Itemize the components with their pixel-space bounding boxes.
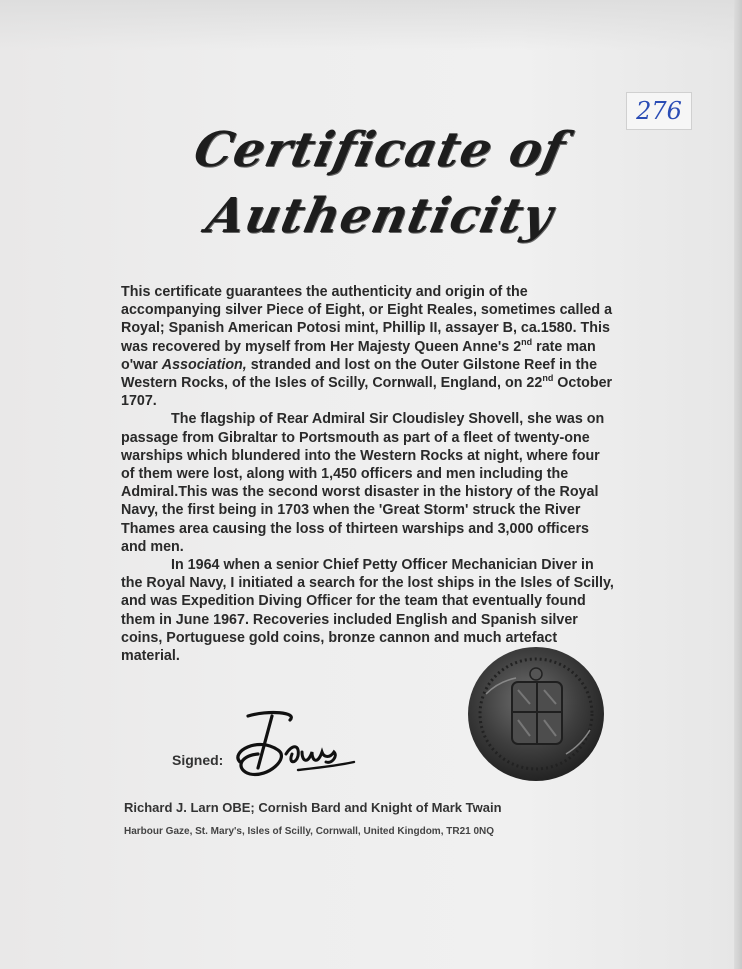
title-line-2: Authenticity — [201, 188, 559, 244]
paragraph-1-text-b: rate man o'war — [121, 338, 596, 373]
title-line-1: Certificate of — [189, 122, 571, 178]
handwritten-signature — [228, 706, 358, 786]
paragraph-1-text-c: stranded and lost on the Outer Gilstone Reef in the Western Rocks, of the Isles of Scilly, Cornwall, England, on 22 — [121, 356, 598, 392]
ordinal-suffix: nd — [521, 336, 533, 347]
ship-name: Association, — [161, 356, 247, 373]
author-name: Richard J. Larn OBE; Cornish Bard and Knight of Mark Twain — [124, 800, 502, 815]
page-number-tag: 276 — [626, 92, 692, 130]
certificate-body — [121, 283, 616, 665]
paragraph-3: In 1964 when a senior Chief Petty Officer Mechanician Diver in the Royal Navy, I initiated a search for the lost ships in the Isles of Scilly, and was Expedition Diving Officer for the team that eventually found them in June 1967. Recoveries included English and Spanish silver coins, Portuguese gold coins, bronze cannon and much artefact material. — [121, 557, 614, 665]
paragraph-1-text-d: October 1707. — [121, 375, 613, 410]
page-top-shadow — [0, 0, 742, 50]
page-right-edge — [734, 0, 742, 969]
paragraph-2: The flagship of Rear Admiral Sir Cloudisley Shovell, she was on passage from Gibraltar to Portsmouth as part of a fleet of twenty-one warships which blundered into the Western Rocks at night, where four of them were lost, along with 1,450 officers and men including the Admiral.This was the second worst disaster in the history of the Royal Navy, the first being in 1703 when the 'Great Storm' struck the River Thames area causing the loss of thirteen warships and 3,000 officers and men. — [121, 411, 605, 555]
signed-label: Signed: — [172, 752, 224, 768]
silver-coin-photo — [466, 644, 606, 784]
author-address: Harbour Gaze, St. Mary's, Isles of Scilly, Cornwall, United Kingdom, TR21 0NQ — [124, 826, 495, 837]
paragraph-1 — [121, 283, 616, 410]
paragraph-1-text-a: This certificate guarantees the authenticity and origin of the accompanying silver Piece of Eight, or Eight Reales, sometimes called a Royal; Spanish American Potosi mint, Phillip II, assayer B, ca.1580. This was recovered by myself from Her Majesty Queen Anne's 2 — [121, 284, 613, 355]
ordinal-suffix: nd — [542, 373, 554, 384]
